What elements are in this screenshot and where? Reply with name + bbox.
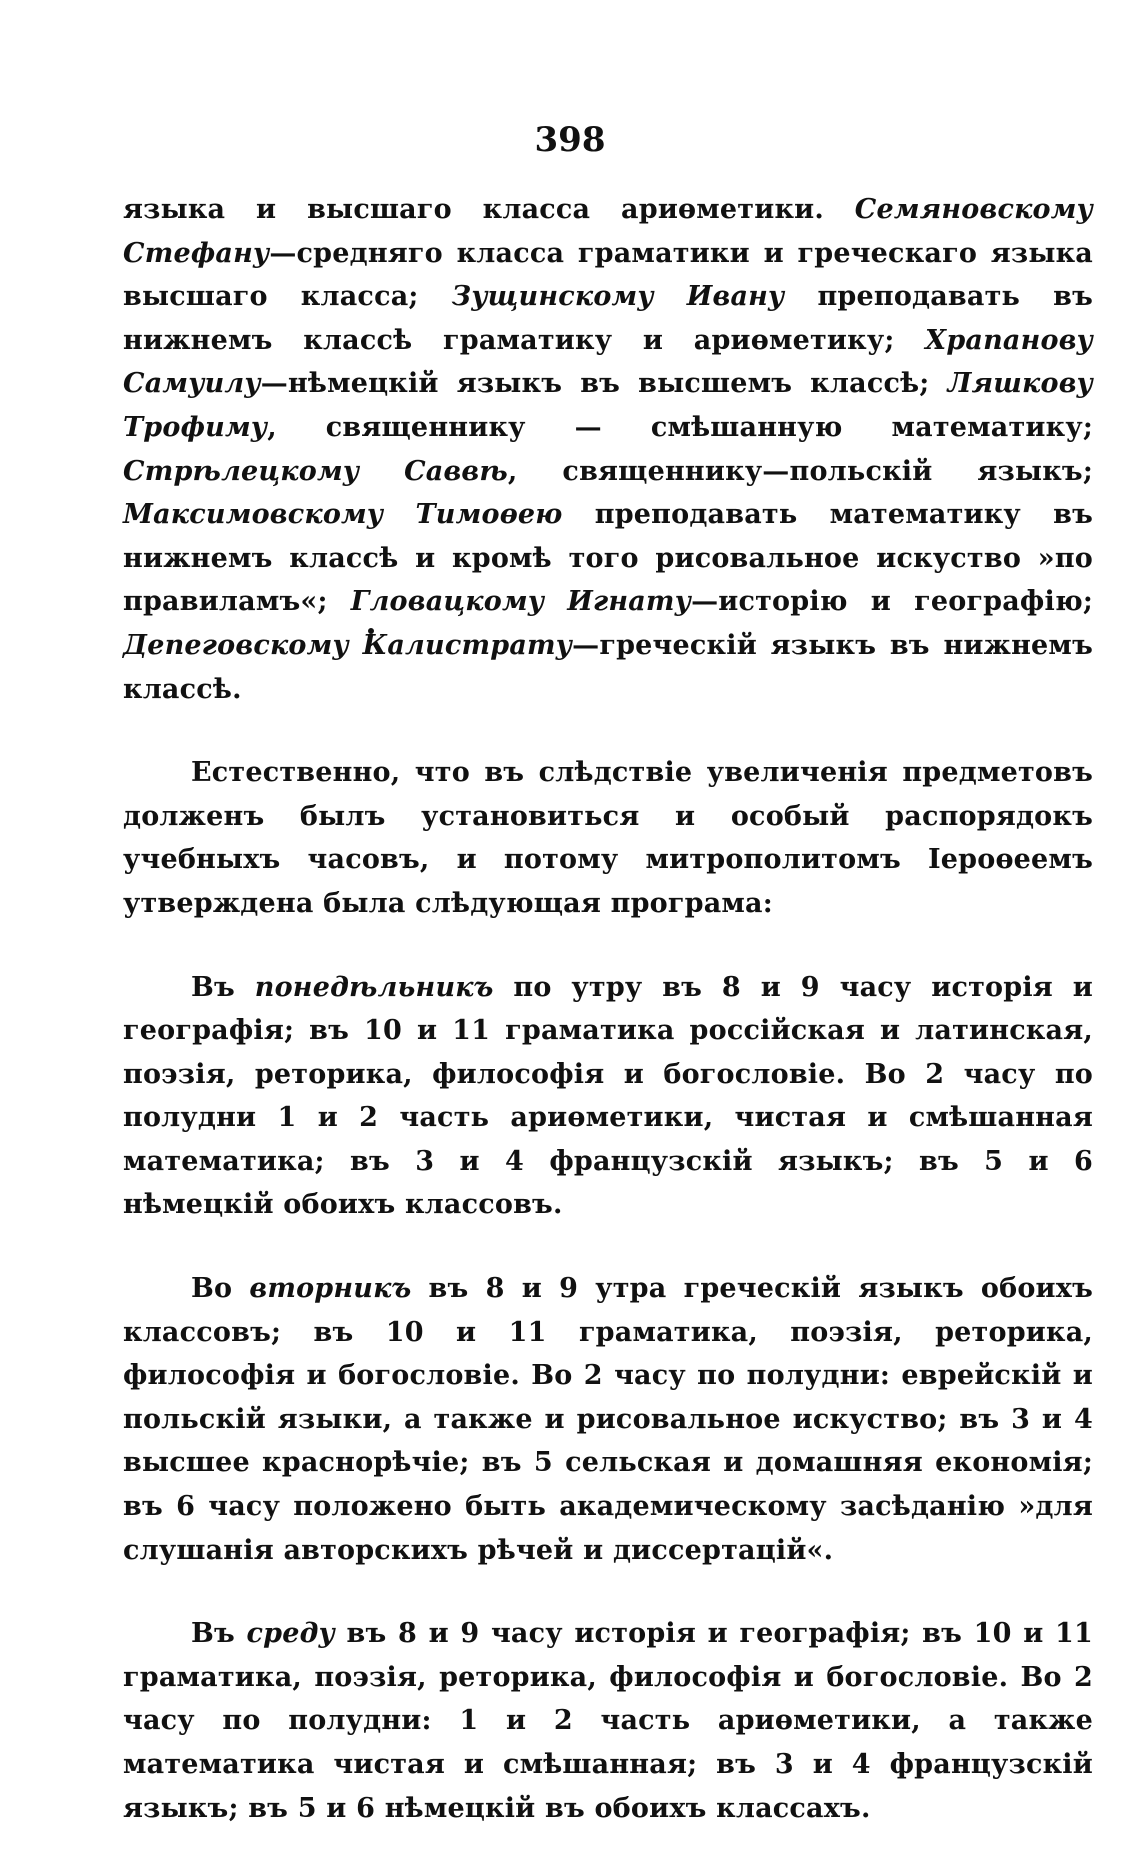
text-run: Во <box>191 1273 250 1305</box>
person-name: Гловацкому Игнату <box>350 586 692 618</box>
page-number: 398 <box>534 120 606 160</box>
person-name: Храпанову Самуилу <box>123 324 1093 400</box>
person-name: Семяновскому Стефану <box>123 194 1093 269</box>
weekday: среду <box>246 1618 335 1650</box>
person-name: Максимовскому Тимоөею <box>123 499 563 531</box>
text-run: , священнику — смѣшанную математику; <box>267 411 1093 443</box>
page-body <box>123 188 1093 1870</box>
text-run: преподавать въ нижнемъ классѣ граматику и ариөметику; <box>123 281 1093 356</box>
text-run: —греческій языкъ въ нижнемъ классѣ. <box>123 629 1094 705</box>
text-run: по утру въ 8 и 9 часу исторія и географія; въ 10 и 11 граматика россійская и латинская, поэзія, реторика, философія и богословіе. Во 2 часу по полудни 1 и 2 часть ариөметики, чистая и смѣшанная математика; въ 3 и 4 французскій языкъ; въ 5 и 6 нѣмецкій обоихъ классовъ. <box>123 971 1093 1221</box>
text-run: въ 8 и 9 часу исторія и географія; въ 10 и 11 граматика, поэзія, реторика, философія и богословіе. Во 2 часу по полудни: 1 и 2 часть ариөметики, а также математика чистая и смѣшанная; въ 3 и 4 французскій языкъ; въ 5 и 6 нѣмецкій въ обоихъ классахъ. <box>123 1618 1093 1824</box>
weekday: вторникъ <box>249 1273 412 1305</box>
text-run: преподавать математику въ нижнемъ классѣ и кромѣ того рисовальное искуство »по правиламъ«; <box>123 499 1093 618</box>
text-run: Естественно, что въ слѣдствіе увеличенія предметовъ долженъ былъ установиться и особый распорядокъ учебныхъ часовъ, и потому митрополитомъ Іероөеемъ утверждена была слѣдующая програма: <box>123 757 1093 919</box>
paragraph-program-intro <box>123 751 1093 925</box>
person-name: Деneговскому Калистрату <box>123 629 573 661</box>
paragraph-tuesday <box>123 1267 1093 1572</box>
text-run: языка и высшаго класса ариөметики. <box>123 194 855 225</box>
text-run: въ 8 и 9 утра греческій языкъ обоихъ классовъ; въ 10 и 11 граматика, поэзія, реторика, философія и богословіе. Во 2 часу по полудни: еврейскій и польскій языки, а также и рисовальное искуство; въ 3 и 4 высшее краснорѣчіе; въ 5 сельская и домашняя економія; въ 6 часу положено быть академическому засѣданію »для слушанія авторскихъ рѣчей и диссертацій«. <box>123 1273 1093 1566</box>
text-run: —нѣмецкій языкъ въ высшемъ классѣ; <box>260 368 948 400</box>
weekday: понедѣльникъ <box>254 971 494 1003</box>
text-run: —исторію и географію; <box>691 586 1093 618</box>
text-run: , священнику—польскій языкъ; <box>507 455 1093 487</box>
text-run: Въ <box>191 1618 247 1650</box>
person-name: Зущинскому Ивану <box>451 281 785 313</box>
person-name: Ляшкову Трофиму <box>123 368 1093 443</box>
person-name: Стрѣлецкому Саввѣ <box>123 455 508 487</box>
text-run: —средняго класса граматики и греческаго языка высшаго класса; <box>123 237 1093 313</box>
text-run: Въ <box>191 971 255 1003</box>
paragraph-teachers <box>123 188 1093 711</box>
paragraph-monday <box>123 966 1093 1228</box>
paragraph-wednesday <box>123 1612 1093 1830</box>
